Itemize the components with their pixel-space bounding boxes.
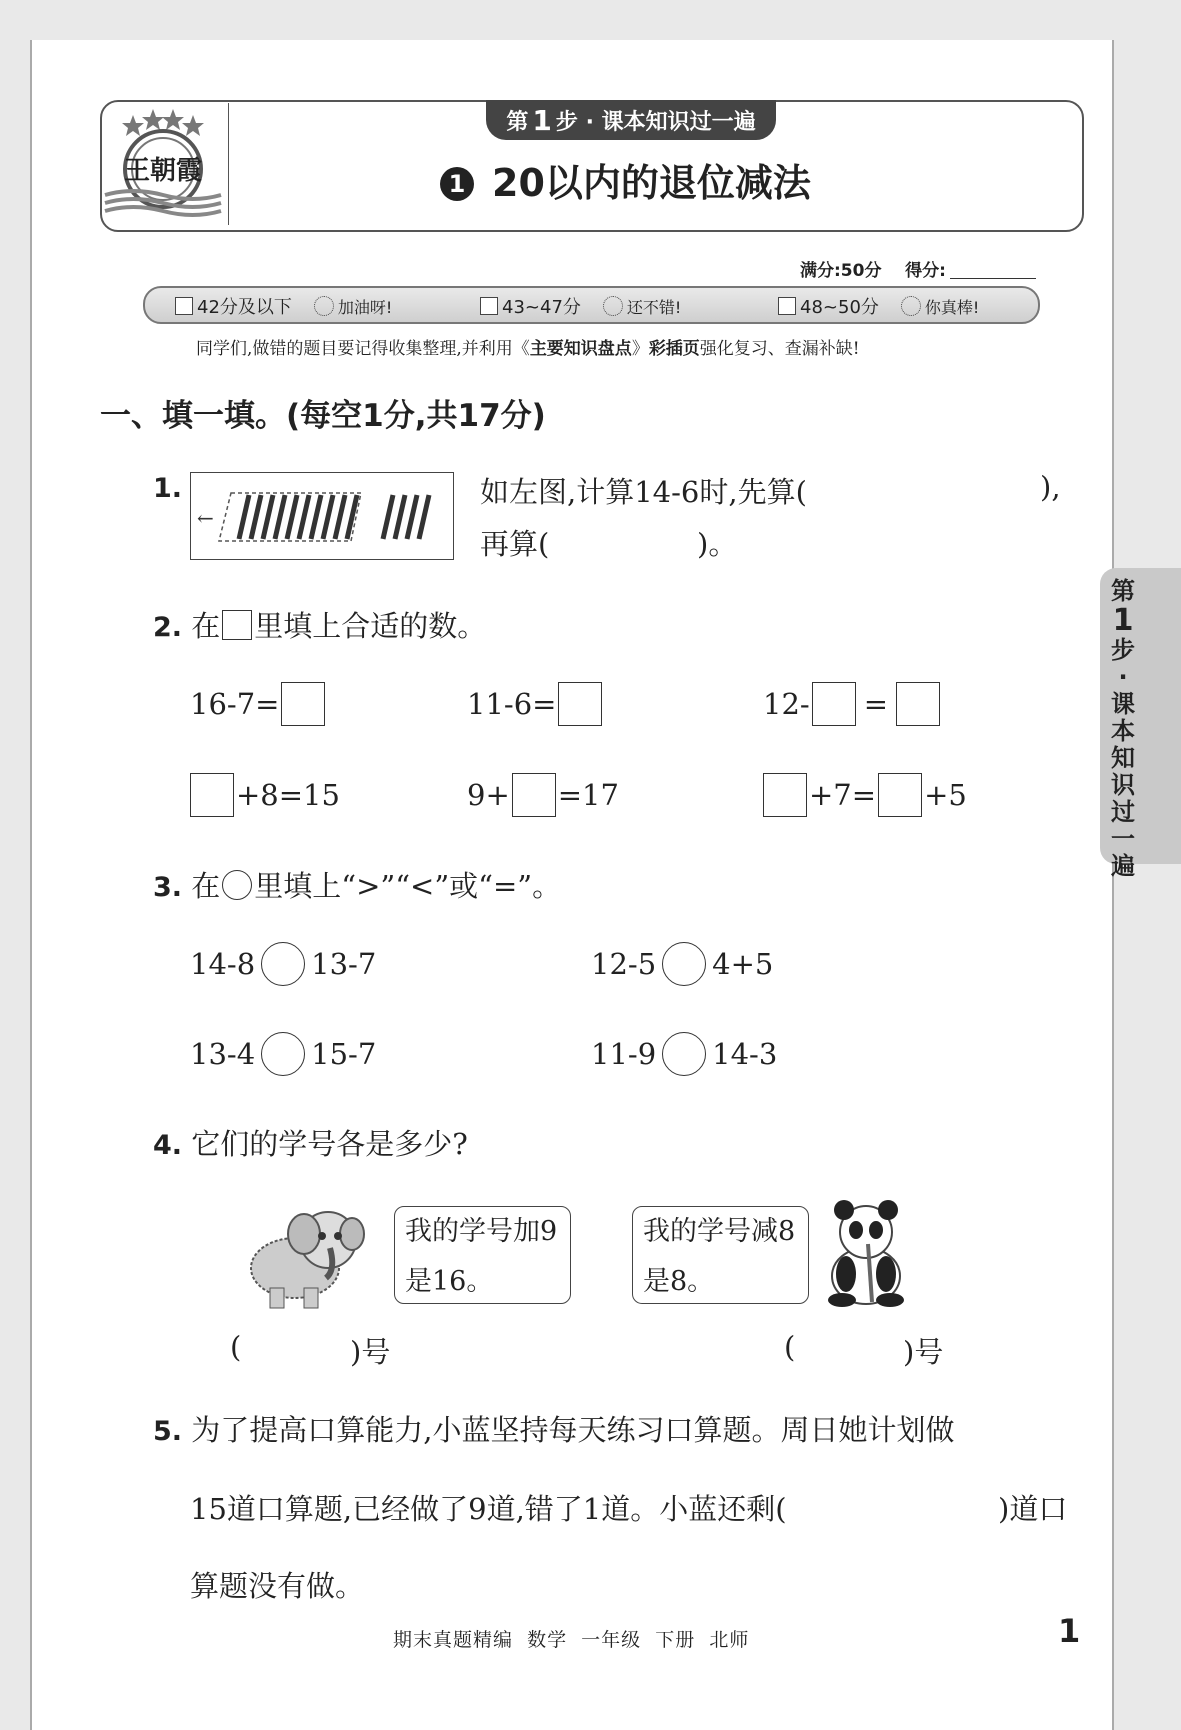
- grade-low: [175, 293, 392, 319]
- panda-illustration: [818, 1196, 914, 1312]
- q5-line2: 15道口算题,已经做了9道,错了1道。小蓝还剩(: [190, 1492, 787, 1526]
- q1-line2-end: )。: [697, 527, 738, 561]
- checkbox-mid[interactable]: [480, 297, 498, 315]
- q3-pre: 在: [191, 869, 221, 903]
- q3-prompt: [153, 864, 561, 905]
- answer-box[interactable]: [878, 773, 922, 817]
- q5-line1: [153, 1408, 955, 1449]
- title-number-badge: 1: [440, 167, 474, 201]
- q4-answer-panda-close: )号: [903, 1335, 944, 1369]
- instruction-note: [196, 334, 860, 359]
- answer-circle[interactable]: [662, 942, 706, 986]
- answer-box-sample: [222, 610, 252, 640]
- q3-number: 3.: [153, 872, 183, 903]
- q5-line3: 算题没有做。: [190, 1569, 365, 1603]
- side-step-text: 第 1 步 · 课 本 知 识 过 一 遍: [1111, 577, 1135, 880]
- grade-comment: 你真棒!: [924, 297, 980, 317]
- q2-eq5: 9+ =17: [467, 773, 619, 817]
- step-suffix: 步 · 课本知识过一遍: [555, 109, 756, 135]
- q4-text: 它们的学号各是多少?: [191, 1127, 468, 1161]
- grade-comment: 加油呀!: [337, 297, 393, 317]
- q4-answer-elephant[interactable]: (: [230, 1330, 242, 1364]
- grade-mid: [480, 293, 681, 319]
- smiley-icon: [314, 296, 334, 316]
- bubble1-line2: 是16。: [405, 1266, 494, 1297]
- answer-box[interactable]: [512, 773, 556, 817]
- page-number: 1: [1058, 1612, 1081, 1650]
- q5-text1: 为了提高口算能力,小蓝坚持每天练习口算题。周日她计划做: [191, 1413, 955, 1447]
- note-pre: 同学们,做错的题目要记得收集整理,并利用《: [196, 339, 530, 359]
- note-bold2: 彩插页: [648, 339, 700, 359]
- section-title: 一、填一填。(每空1分,共17分): [100, 398, 546, 434]
- answer-box[interactable]: [896, 682, 940, 726]
- page-title: [440, 152, 811, 207]
- step-number: 1: [532, 103, 552, 137]
- grade-range: 42分及以下: [197, 297, 292, 318]
- answer-box[interactable]: [190, 773, 234, 817]
- q5-line2-end: )道口: [998, 1492, 1068, 1526]
- publisher-logo: [103, 103, 229, 225]
- q4-prompt: [153, 1122, 468, 1163]
- answer-circle-sample: [222, 870, 252, 900]
- q2-eq3: 12- =: [763, 682, 942, 726]
- q2-pre: 在: [191, 609, 221, 643]
- q4-number: 4.: [153, 1130, 183, 1161]
- note-bold: 主要知识盘点: [529, 339, 632, 359]
- logo-text: 王朝霞: [123, 156, 203, 186]
- q1-line1-end: ),: [1040, 470, 1061, 504]
- q2-number: 2.: [153, 612, 183, 643]
- q2-eq6: +7= +5: [761, 773, 967, 817]
- elephant-illustration: [240, 1198, 380, 1318]
- step-tab: [486, 100, 776, 140]
- checkbox-high[interactable]: [778, 297, 796, 315]
- q1-line1: 如左图,计算14-6时,先算(: [480, 475, 807, 509]
- q1-line2: 再算(: [480, 527, 550, 561]
- grade-high: [778, 293, 979, 319]
- svg-text:←: ←: [197, 506, 214, 530]
- q3-post: 里填上“>”“<”或“=”。: [254, 869, 562, 903]
- q1-figure: [190, 472, 454, 560]
- smiley-icon: [603, 296, 623, 316]
- q2-prompt: [153, 604, 486, 645]
- bubble1-line1: 我的学号加9: [405, 1216, 558, 1247]
- q2-post: 里填上合适的数。: [254, 609, 487, 643]
- q3-cmp2: 12-5 4+5: [591, 942, 773, 986]
- score-label: 得分:: [905, 261, 946, 281]
- q4-answer-elephant-close: )号: [350, 1335, 391, 1369]
- answer-circle[interactable]: [662, 1032, 706, 1076]
- q2-eq4: +8=15: [188, 773, 340, 817]
- checkbox-low[interactable]: [175, 297, 193, 315]
- note-post: 强化复习、查漏补缺!: [699, 339, 860, 359]
- answer-box[interactable]: [763, 773, 807, 817]
- step-prefix: 第: [506, 109, 529, 135]
- footer-text: 期末真题精编 数学 一年级 下册 北师: [393, 1629, 750, 1651]
- q3-cmp3: 13-4 15-7: [190, 1032, 376, 1076]
- grade-range: 48~50分: [800, 297, 879, 318]
- q1-number: 1.: [153, 473, 183, 504]
- answer-circle[interactable]: [261, 942, 305, 986]
- smiley-icon: [901, 296, 921, 316]
- answer-box[interactable]: [812, 682, 856, 726]
- score-line: [800, 256, 1036, 281]
- speech-bubble-panda: [632, 1206, 809, 1304]
- note-mid: 》: [631, 339, 649, 359]
- q5-number: 5.: [153, 1416, 183, 1447]
- bubble2-line1: 我的学号减8: [643, 1216, 796, 1247]
- full-score: 满分:50分: [800, 261, 882, 281]
- grade-range: 43~47分: [502, 297, 581, 318]
- q3-cmp1: 14-8 13-7: [190, 942, 376, 986]
- answer-circle[interactable]: [261, 1032, 305, 1076]
- answer-box[interactable]: [558, 682, 602, 726]
- score-blank[interactable]: [950, 278, 1036, 279]
- answer-box[interactable]: [281, 682, 325, 726]
- speech-bubble-elephant: [394, 1206, 571, 1304]
- q2-eq1: 16-7=: [190, 682, 327, 726]
- title-text: 20以内的退位减法: [492, 161, 811, 205]
- q2-eq2: 11-6=: [467, 682, 604, 726]
- q4-answer-panda[interactable]: (: [784, 1330, 796, 1364]
- q3-cmp4: 11-9 14-3: [591, 1032, 777, 1076]
- bubble2-line2: 是8。: [643, 1266, 715, 1297]
- grade-comment: 还不错!: [626, 297, 682, 317]
- grade-bar: [143, 286, 1040, 324]
